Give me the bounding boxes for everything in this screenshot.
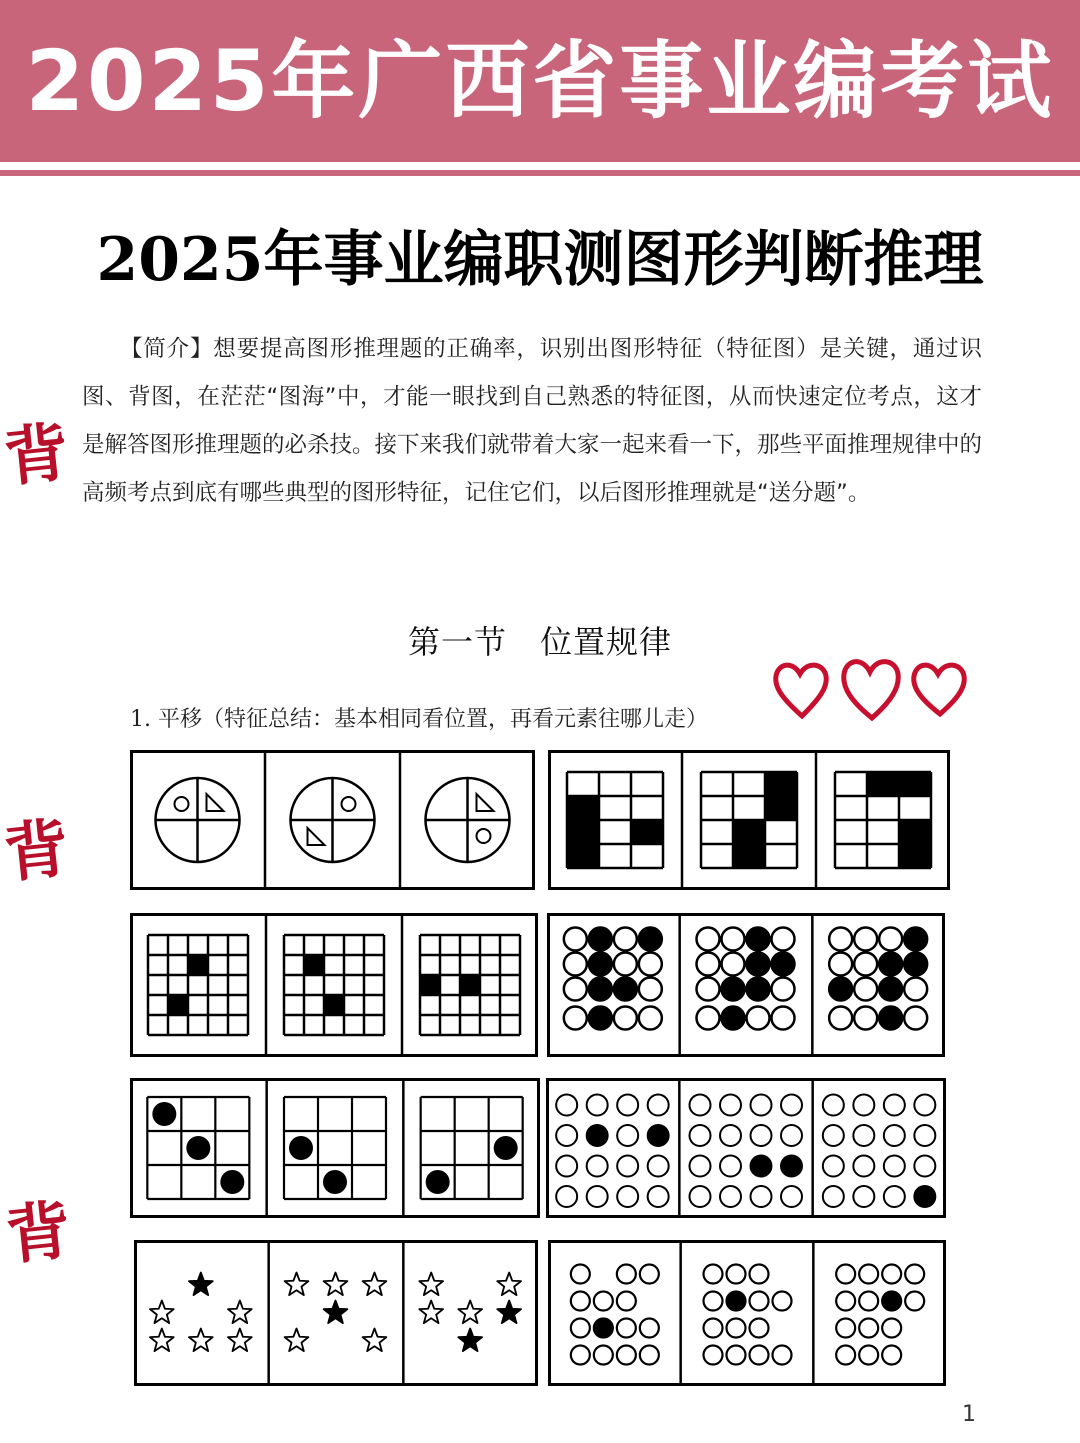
outline-star bbox=[228, 1301, 252, 1324]
outline-star bbox=[419, 1301, 443, 1324]
filled-square bbox=[899, 820, 931, 844]
figure-cell-dots bbox=[829, 928, 927, 1030]
open-dot bbox=[690, 1186, 711, 1207]
open-dot bbox=[853, 1156, 874, 1177]
open-dot bbox=[772, 1007, 795, 1030]
open-dot bbox=[704, 1265, 723, 1284]
outline-star bbox=[189, 1329, 213, 1352]
document-title: 2025年事业编职测图形判断推理 bbox=[96, 225, 984, 295]
filled-square bbox=[631, 820, 663, 844]
open-dot bbox=[751, 1095, 772, 1116]
filled-dot bbox=[722, 978, 745, 1001]
figure-cell-clusters bbox=[571, 1265, 659, 1365]
open-dot bbox=[617, 1292, 636, 1311]
hearts-decoration bbox=[770, 652, 980, 724]
figure-cell-circles bbox=[823, 1095, 936, 1208]
filled-dot bbox=[323, 1170, 347, 1194]
open-dot bbox=[722, 928, 745, 951]
open-dot bbox=[914, 1095, 935, 1116]
heart-icon bbox=[844, 662, 899, 718]
filled-square bbox=[899, 844, 931, 868]
figure-cell-diag bbox=[421, 1097, 523, 1199]
open-dot bbox=[614, 953, 637, 976]
filled-dot bbox=[772, 953, 795, 976]
filled-dot bbox=[152, 1102, 176, 1126]
open-dot bbox=[750, 1319, 769, 1338]
open-dot bbox=[571, 1265, 590, 1284]
figure-cell-dots bbox=[697, 928, 795, 1030]
filled-star bbox=[497, 1301, 521, 1324]
filled-square bbox=[765, 772, 797, 796]
figure-cell-circles bbox=[556, 1095, 669, 1208]
filled-dot bbox=[727, 1292, 746, 1311]
figure-cell-stars bbox=[285, 1273, 387, 1352]
open-dot bbox=[829, 928, 852, 951]
filled-square bbox=[567, 820, 599, 844]
filled-dot bbox=[879, 1007, 902, 1030]
open-dot bbox=[614, 928, 637, 951]
open-dot bbox=[750, 1346, 769, 1365]
filled-square bbox=[567, 796, 599, 820]
memorize-stamp: 背 bbox=[0, 810, 73, 893]
open-dot bbox=[639, 953, 662, 976]
open-dot bbox=[859, 1319, 878, 1338]
filled-dot bbox=[829, 978, 852, 1001]
figure-cell-grid bbox=[567, 772, 663, 868]
open-dot bbox=[556, 1156, 577, 1177]
filled-dot bbox=[747, 978, 770, 1001]
open-dot bbox=[564, 978, 587, 1001]
filled-square bbox=[420, 975, 440, 995]
open-dot bbox=[747, 1007, 770, 1030]
open-dot bbox=[556, 1125, 577, 1146]
open-dot bbox=[853, 1125, 874, 1146]
filled-dot bbox=[589, 978, 612, 1001]
open-dot bbox=[617, 1156, 638, 1177]
open-dot bbox=[859, 1346, 878, 1365]
open-dot bbox=[594, 1346, 613, 1365]
open-dot bbox=[854, 953, 877, 976]
open-dot bbox=[904, 1007, 927, 1030]
filled-square bbox=[168, 995, 188, 1015]
small-circle bbox=[175, 797, 189, 811]
open-dot bbox=[854, 1007, 877, 1030]
open-dot bbox=[836, 1319, 855, 1338]
open-dot bbox=[617, 1095, 638, 1116]
open-dot bbox=[617, 1125, 638, 1146]
open-dot bbox=[781, 1186, 802, 1207]
open-dot bbox=[773, 1346, 792, 1365]
open-dot bbox=[697, 978, 720, 1001]
figure-row-1 bbox=[130, 750, 955, 896]
filled-dot bbox=[589, 928, 612, 951]
figure-cell-grid bbox=[835, 772, 931, 868]
open-dot bbox=[648, 1095, 669, 1116]
filled-dot bbox=[494, 1136, 518, 1160]
open-dot bbox=[564, 1007, 587, 1030]
open-dot bbox=[720, 1095, 741, 1116]
open-dot bbox=[772, 928, 795, 951]
open-dot bbox=[639, 978, 662, 1001]
open-dot bbox=[556, 1095, 577, 1116]
open-dot bbox=[720, 1156, 741, 1177]
open-dot bbox=[697, 928, 720, 951]
figure-cell-diag bbox=[147, 1097, 249, 1199]
open-dot bbox=[690, 1095, 711, 1116]
small-triangle bbox=[207, 794, 224, 811]
figure-cell-pie bbox=[156, 778, 240, 862]
small-triangle bbox=[477, 794, 494, 811]
filled-square bbox=[733, 820, 765, 844]
open-dot bbox=[571, 1346, 590, 1365]
open-dot bbox=[614, 1007, 637, 1030]
open-dot bbox=[727, 1319, 746, 1338]
filled-square bbox=[733, 844, 765, 868]
figure-cell-grid5 bbox=[284, 935, 384, 1035]
figure-row-2 bbox=[130, 913, 955, 1063]
heart-icon bbox=[914, 665, 965, 714]
open-dot bbox=[773, 1292, 792, 1311]
open-dot bbox=[905, 1292, 924, 1311]
open-dot bbox=[640, 1265, 659, 1284]
filled-dot bbox=[722, 1007, 745, 1030]
filled-square bbox=[567, 844, 599, 868]
small-circle bbox=[477, 829, 491, 843]
open-dot bbox=[704, 1346, 723, 1365]
open-dot bbox=[639, 1007, 662, 1030]
open-dot bbox=[836, 1346, 855, 1365]
figure-cell-clusters bbox=[836, 1265, 924, 1365]
outline-star bbox=[458, 1301, 482, 1324]
filled-dot bbox=[220, 1170, 244, 1194]
figure-cell-stars bbox=[150, 1273, 252, 1352]
outline-star bbox=[419, 1273, 443, 1296]
outline-star bbox=[497, 1273, 521, 1296]
open-dot bbox=[587, 1095, 608, 1116]
open-dot bbox=[697, 1007, 720, 1030]
filled-dot bbox=[904, 953, 927, 976]
open-dot bbox=[829, 953, 852, 976]
filled-dot bbox=[751, 1156, 772, 1177]
filled-square bbox=[867, 772, 899, 796]
filled-dot bbox=[587, 1125, 608, 1146]
open-dot bbox=[704, 1319, 723, 1338]
outline-star bbox=[324, 1273, 348, 1296]
banner-title: 2025年广西省事业编考试 bbox=[25, 32, 1055, 130]
memorize-stamp: 背 bbox=[0, 414, 73, 497]
open-dot bbox=[836, 1292, 855, 1311]
open-dot bbox=[564, 928, 587, 951]
figure-cell-dots bbox=[564, 928, 662, 1030]
figure-cell-grid5 bbox=[420, 935, 520, 1035]
filled-dot bbox=[879, 978, 902, 1001]
open-dot bbox=[884, 1156, 905, 1177]
open-dot bbox=[594, 1292, 613, 1311]
filled-dot bbox=[781, 1156, 802, 1177]
figure-cell-clusters bbox=[704, 1265, 792, 1365]
banner-divider bbox=[0, 170, 1080, 176]
section-title: 第一节 位置规律 bbox=[407, 623, 672, 661]
open-dot bbox=[823, 1186, 844, 1207]
open-dot bbox=[882, 1265, 901, 1284]
open-dot bbox=[904, 978, 927, 1001]
figure-row-3 bbox=[130, 1078, 955, 1224]
filled-dot bbox=[648, 1125, 669, 1146]
filled-square bbox=[460, 975, 480, 995]
open-dot bbox=[829, 1007, 852, 1030]
filled-dot bbox=[614, 978, 637, 1001]
filled-dot bbox=[747, 953, 770, 976]
outline-star bbox=[228, 1329, 252, 1352]
filled-square bbox=[188, 955, 208, 975]
figure-cell-diag bbox=[284, 1097, 386, 1199]
outline-star bbox=[363, 1273, 387, 1296]
open-dot bbox=[697, 953, 720, 976]
open-dot bbox=[704, 1292, 723, 1311]
outline-star bbox=[150, 1329, 174, 1352]
filled-dot bbox=[589, 1007, 612, 1030]
open-dot bbox=[750, 1265, 769, 1284]
filled-square bbox=[304, 955, 324, 975]
open-dot bbox=[690, 1156, 711, 1177]
filled-dot bbox=[879, 953, 902, 976]
open-dot bbox=[914, 1156, 935, 1177]
memorize-stamp: 背 bbox=[2, 1192, 75, 1275]
outline-star bbox=[150, 1301, 174, 1324]
open-dot bbox=[617, 1186, 638, 1207]
open-dot bbox=[854, 978, 877, 1001]
open-dot bbox=[556, 1186, 577, 1207]
open-dot bbox=[884, 1125, 905, 1146]
figure-cell-grid bbox=[701, 772, 797, 868]
open-dot bbox=[914, 1125, 935, 1146]
open-dot bbox=[884, 1095, 905, 1116]
open-dot bbox=[905, 1265, 924, 1284]
open-dot bbox=[648, 1186, 669, 1207]
filled-star bbox=[189, 1273, 213, 1296]
intro-paragraph: 【简介】想要提高图形推理题的正确率，识别出图形特征（特征图）是关键，通过识图、背图，在茫茫“图海”中，才能一眼找到自己熟悉的特征图，从而快速定位考点，这才是解答图形推理题的必杀技。接下来我们就带着大家一起来看一下，那些平面推理规律中的高频考点到底有哪些典型的图形特征，记住它们，以后图形推理就是“送分题”。 bbox=[82, 336, 983, 506]
filled-dot bbox=[914, 1186, 935, 1207]
open-dot bbox=[772, 978, 795, 1001]
open-dot bbox=[727, 1346, 746, 1365]
open-dot bbox=[781, 1095, 802, 1116]
open-dot bbox=[727, 1265, 746, 1284]
open-dot bbox=[853, 1095, 874, 1116]
small-circle bbox=[342, 797, 356, 811]
subsection-title: 1. 平移（特征总结：基本相同看位置，再看元素往哪儿走） bbox=[130, 707, 708, 732]
filled-dot bbox=[426, 1170, 450, 1194]
open-dot bbox=[853, 1186, 874, 1207]
open-dot bbox=[823, 1125, 844, 1146]
open-dot bbox=[617, 1265, 636, 1284]
page-number: 1 bbox=[962, 1402, 976, 1427]
open-dot bbox=[587, 1186, 608, 1207]
outline-star bbox=[285, 1329, 309, 1352]
figure-cell-circles bbox=[690, 1095, 803, 1208]
filled-square bbox=[324, 995, 344, 1015]
open-dot bbox=[823, 1095, 844, 1116]
open-dot bbox=[882, 1319, 901, 1338]
filled-dot bbox=[289, 1136, 313, 1160]
open-dot bbox=[823, 1156, 844, 1177]
figure-cell-pie bbox=[291, 778, 375, 862]
open-dot bbox=[879, 928, 902, 951]
open-dot bbox=[720, 1125, 741, 1146]
filled-dot bbox=[882, 1292, 901, 1311]
figure-cell-stars bbox=[419, 1273, 521, 1352]
open-dot bbox=[571, 1292, 590, 1311]
open-dot bbox=[564, 953, 587, 976]
open-dot bbox=[722, 953, 745, 976]
open-dot bbox=[690, 1125, 711, 1146]
open-dot bbox=[617, 1319, 636, 1338]
open-dot bbox=[751, 1186, 772, 1207]
filled-dot bbox=[904, 928, 927, 951]
filled-dot bbox=[639, 928, 662, 951]
filled-dot bbox=[747, 928, 770, 951]
open-dot bbox=[859, 1292, 878, 1311]
open-dot bbox=[571, 1319, 590, 1338]
open-dot bbox=[836, 1265, 855, 1284]
small-triangle bbox=[308, 828, 325, 845]
filled-dot bbox=[594, 1319, 613, 1338]
filled-star bbox=[324, 1301, 348, 1324]
open-dot bbox=[882, 1346, 901, 1365]
heart-icon bbox=[776, 665, 827, 716]
filled-square bbox=[765, 796, 797, 820]
open-dot bbox=[640, 1319, 659, 1338]
open-dot bbox=[720, 1186, 741, 1207]
open-dot bbox=[640, 1346, 659, 1365]
figure-cell-grid5 bbox=[148, 935, 248, 1035]
open-dot bbox=[648, 1156, 669, 1177]
open-dot bbox=[750, 1292, 769, 1311]
open-dot bbox=[617, 1346, 636, 1365]
figure-row-4 bbox=[130, 1240, 955, 1392]
open-dot bbox=[884, 1186, 905, 1207]
open-dot bbox=[751, 1125, 772, 1146]
open-dot bbox=[854, 928, 877, 951]
open-dot bbox=[859, 1265, 878, 1284]
outline-star bbox=[285, 1273, 309, 1296]
outline-star bbox=[363, 1329, 387, 1352]
figure-cell-pie bbox=[426, 778, 510, 862]
open-dot bbox=[781, 1125, 802, 1146]
filled-star bbox=[458, 1329, 482, 1352]
open-dot bbox=[587, 1156, 608, 1177]
filled-square bbox=[899, 772, 931, 796]
filled-dot bbox=[589, 953, 612, 976]
filled-dot bbox=[186, 1136, 210, 1160]
